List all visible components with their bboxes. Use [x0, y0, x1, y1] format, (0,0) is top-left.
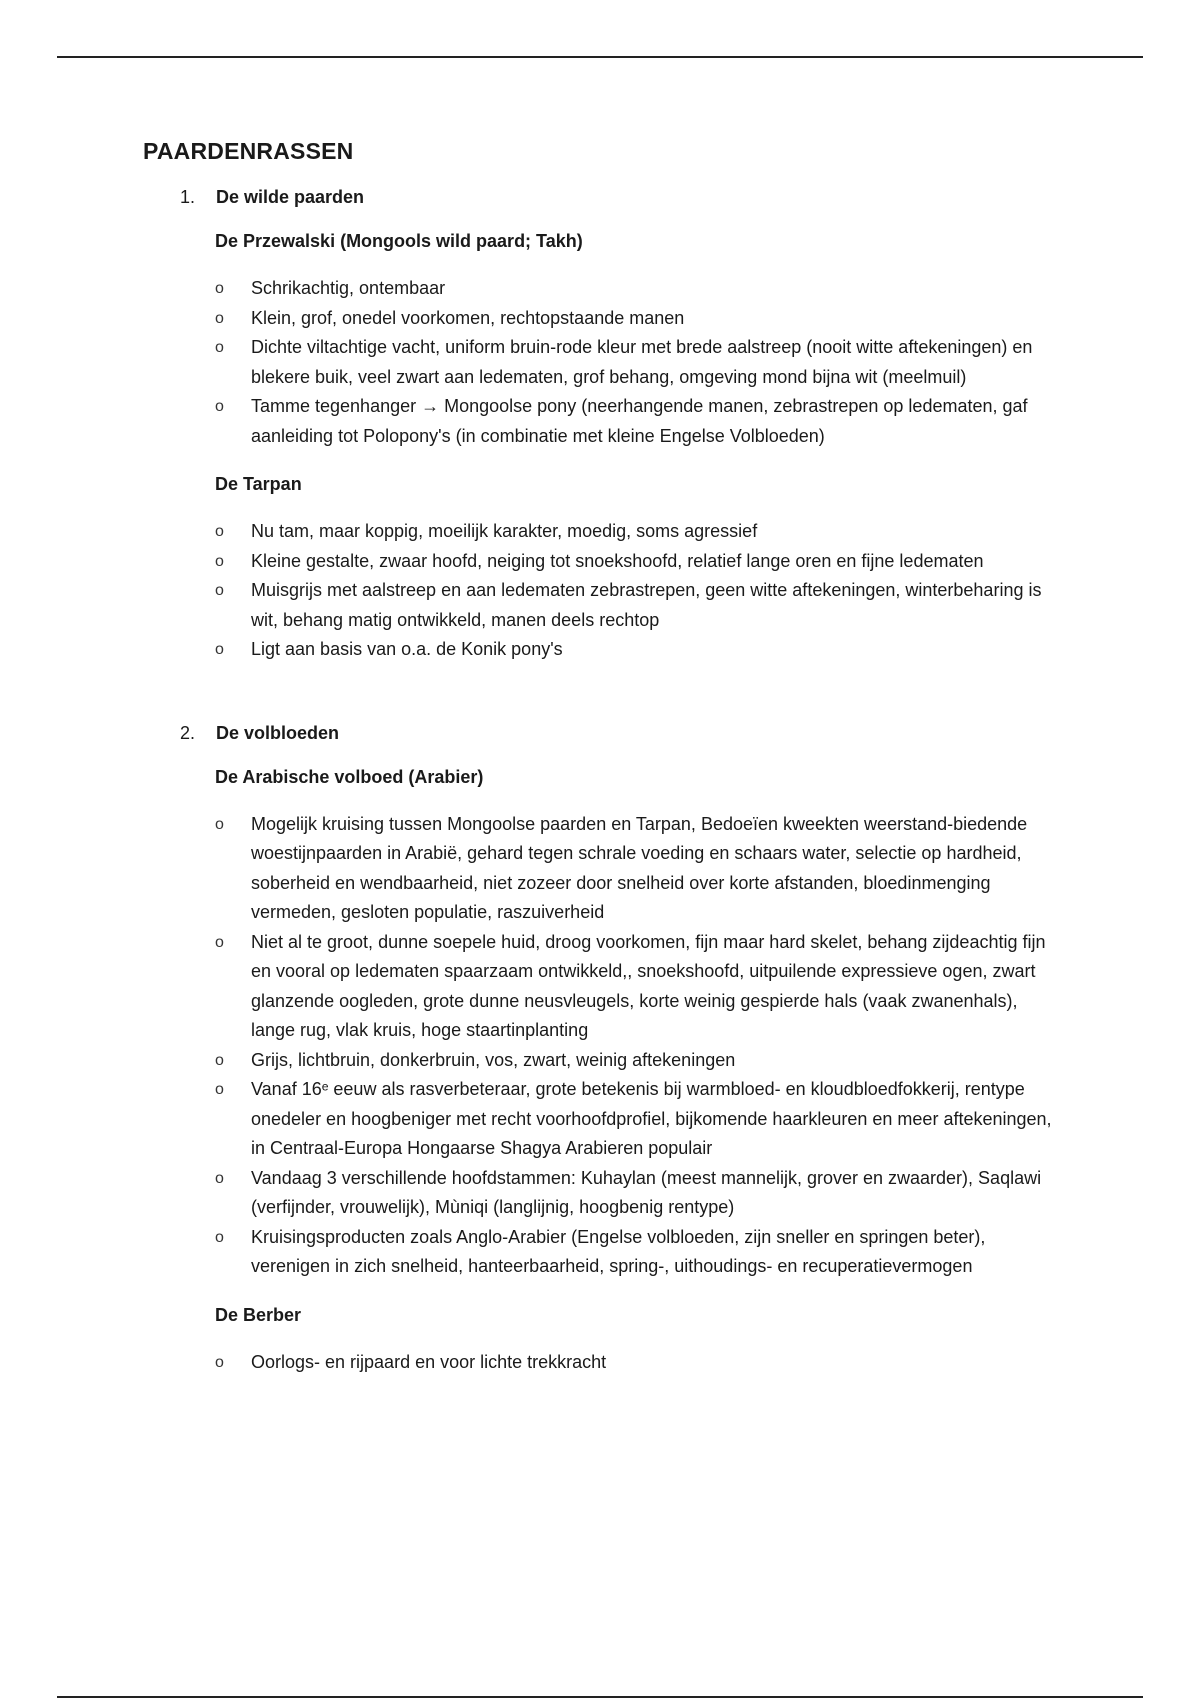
list-item-text: Grijs, lichtbruin, donkerbruin, vos, zwart, weinig aftekeningen — [251, 1049, 736, 1070]
bullet-list — [143, 810, 1063, 1282]
list-item-text: Tamme tegenhanger → Mongoolse pony (neerhangende manen, zebrastrepen op ledematen, gaf aanleiding tot Polopony's (in combinatie met kleine Engelse Volbloeden) — [251, 396, 1028, 446]
list-item — [143, 1046, 1063, 1076]
bullet-icon: o — [215, 1228, 224, 1246]
section-wilde-paarden — [143, 185, 1063, 665]
list-item-text: Vanaf 16ᵉ eeuw als rasverbeteraar, grote betekenis bij warmbloed- en kloudbloedfokkerij, rentype onedeler en hoogbeniger met recht voorhoofdprofiel, bijkomende haarkleuren en meer aftekeningen, in Centraal-Europa Hongaarse Shagya Arabieren populair — [251, 1079, 1052, 1158]
bullet-icon: o — [215, 641, 224, 658]
bullet-icon: o — [215, 339, 224, 356]
list-item — [143, 635, 1063, 665]
list-item — [143, 810, 1063, 928]
list-item — [143, 517, 1063, 547]
list-item-text: Oorlogs- en rijpaard en voor lichte trekkracht — [251, 1351, 607, 1372]
bullet-icon: o — [215, 280, 224, 297]
list-item — [143, 1223, 1063, 1282]
bullet-list — [143, 274, 1063, 451]
document-title: PAARDENRASSEN — [143, 138, 354, 164]
list-item-text: Ligt aan basis van o.a. de Konik pony's — [251, 639, 563, 659]
bullet-icon: o — [215, 933, 224, 951]
list-item — [143, 1348, 1063, 1378]
section-title: De wilde paarden — [216, 187, 365, 207]
section-number: 2. — [180, 722, 196, 743]
bullet-icon: o — [215, 582, 224, 599]
bullet-icon: o — [215, 523, 224, 540]
bullet-list — [143, 517, 1063, 665]
breed-heading-berber: De Berber — [215, 1304, 302, 1325]
section-title: De volbloeden — [216, 722, 340, 743]
list-item — [143, 333, 1063, 392]
bullet-icon: o — [215, 1169, 224, 1187]
list-item — [143, 1164, 1063, 1223]
list-item-text: Kleine gestalte, zwaar hoofd, neiging tot snoekshoofd, relatief lange oren en fijne ledematen — [251, 550, 984, 571]
list-item — [143, 392, 1063, 451]
section-heading — [143, 721, 1063, 745]
breed-heading-arabier: De Arabische volboed (Arabier) — [215, 766, 484, 787]
list-item — [143, 274, 1063, 304]
footer-rule — [57, 1696, 1143, 1698]
header-rule — [57, 56, 1143, 58]
section-number: 1. — [180, 187, 196, 207]
list-item-text: Nu tam, maar koppig, moeilijk karakter, moedig, soms agressief — [251, 521, 758, 541]
list-item-text: Vandaag 3 verschillende hoofdstammen: Kuhaylan (meest mannelijk, grover en zwaarder), Saqlawi (verfijnder, vrouwelijk), Mùniqi (langlijnig, hoogbenig rentype) — [251, 1167, 1042, 1217]
bullet-icon: o — [215, 309, 224, 327]
breed-heading-tarpan: De Tarpan — [215, 474, 302, 494]
list-item-text: Schrikachtig, ontembaar — [251, 278, 446, 298]
bullet-icon: o — [215, 1051, 224, 1069]
list-item-text: Muisgrijs met aalstreep en aan ledematen zebrastrepen, geen witte aftekeningen, winterbeharing is wit, behang matig ontwikkeld, manen deels rechtop — [251, 580, 1042, 630]
list-item — [143, 928, 1063, 1046]
list-item-text: Klein, grof, onedel voorkomen, rechtopstaande manen — [251, 307, 685, 328]
bullet-list — [143, 1348, 1063, 1378]
list-item — [143, 304, 1063, 334]
bullet-icon: o — [215, 552, 224, 570]
bullet-icon: o — [215, 1081, 224, 1098]
breed-heading-przewalski: De Przewalski (Mongools wild paard; Takh) — [215, 231, 583, 251]
list-item-text: Niet al te groot, dunne soepele huid, droog voorkomen, fijn maar hard skelet, behang zijdeachtig fijn en vooral op ledematen spaarzaam ontwikkeld,, snoekshoofd, uitpuilende expressieve ogen, zwart glanzende oogleden, grote dunne neusvleugels, korte weinig gespierde hals (vaak zwanenhals), lange rug, vlak kruis, hoge staartinplanting — [251, 931, 1046, 1040]
list-item-text: Dichte viltachtige vacht, uniform bruin-rode kleur met brede aalstreep (nooit witte aftekeningen) en blekere buik, veel zwart aan ledematen, grof behang, omgeving mond bijna wit (meelmuil) — [251, 337, 1033, 387]
bullet-icon: o — [215, 1353, 224, 1371]
bullet-icon: o — [215, 815, 224, 833]
document-body — [143, 138, 1063, 1398]
bullet-icon: o — [215, 398, 224, 415]
list-item-text: Mogelijk kruising tussen Mongoolse paarden en Tarpan, Bedoeïen kweekten weerstand-biedende woestijnpaarden in Arabië, gehard tegen schrale voeding en schaars water, selectie op hardheid, soberheid en wendbaarheid, niet zozeer door snelheid over korte afstanden, bloedinmenging vermeden, gesloten populatie, raszuiverheid — [251, 813, 1028, 922]
list-item — [143, 547, 1063, 577]
section-volbloeden — [143, 721, 1063, 1378]
list-item — [143, 1075, 1063, 1164]
list-item-text: Kruisingsproducten zoals Anglo-Arabier (Engelse volbloeden, zijn sneller en springen beter), verenigen in zich snelheid, hanteerbaarheid, spring-, uithoudings- en recuperatievermogen — [251, 1226, 986, 1276]
section-heading — [143, 185, 1063, 209]
list-item — [143, 576, 1063, 635]
